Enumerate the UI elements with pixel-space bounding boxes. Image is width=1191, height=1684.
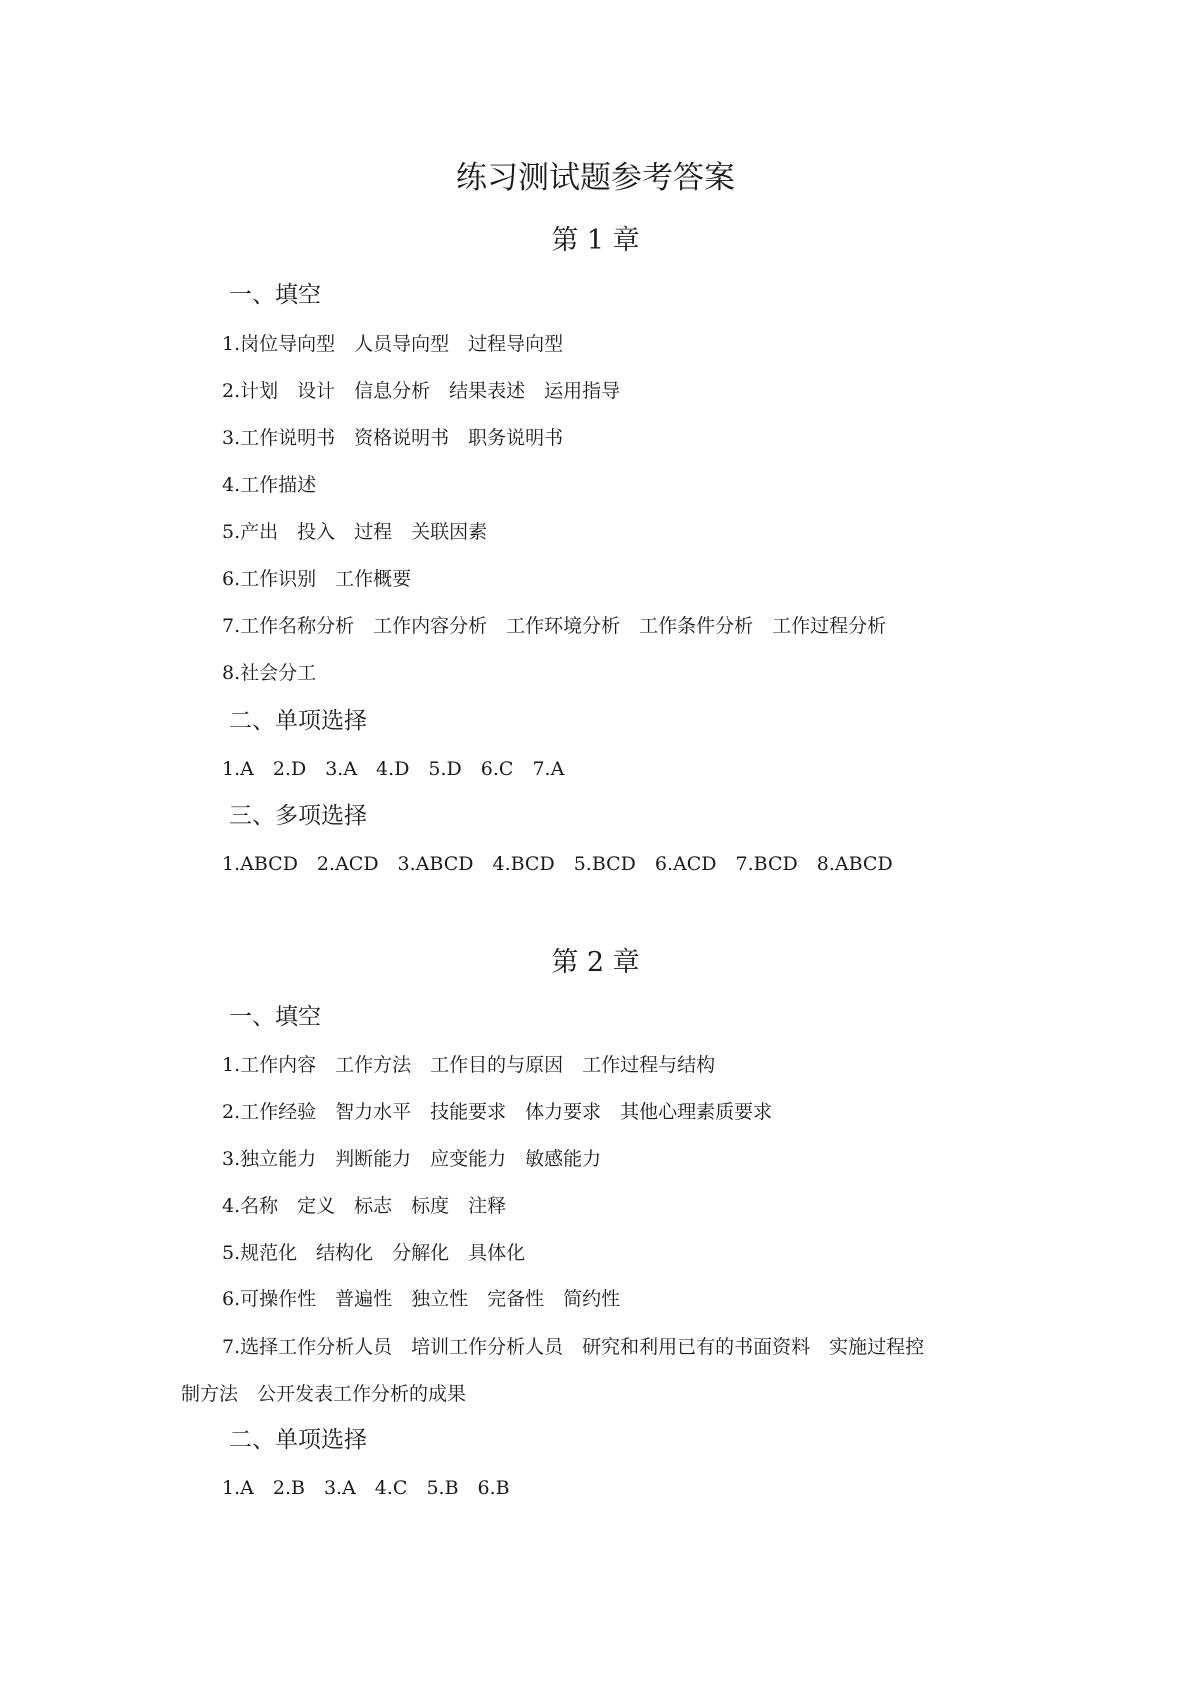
ch1-fill-item-1: 1.岗位导向型 人员导向型 过程导向型: [222, 333, 564, 355]
ch2-fill-item-6: 6.可操作性 普遍性 独立性 完备性 简约性: [222, 1288, 621, 1310]
ch1-fill-item-6: 6.工作识别 工作概要: [222, 568, 412, 590]
ch1-fill-item-8: 8.社会分工: [222, 662, 317, 684]
ch1-fill-item-2: 2.计划 设计 信息分析 结果表述 运用指导: [222, 380, 621, 402]
ch2-fill-item-5: 5.规范化 结构化 分解化 具体化: [222, 1242, 526, 1264]
ch1-fill-item-3: 3.工作说明书 资格说明书 职务说明书: [222, 427, 564, 449]
ch1-section-single-choice-heading: 二、单项选择: [229, 708, 367, 734]
ch2-fill-item-7-continued: 制方法 公开发表工作分析的成果: [181, 1383, 467, 1405]
ch2-fill-item-3: 3.独立能力 判断能力 应变能力 敏感能力: [222, 1148, 602, 1170]
ch2-section-fill-heading: 一、填空: [229, 1004, 321, 1030]
ch1-fill-item-7: 7.工作名称分析 工作内容分析 工作环境分析 工作条件分析 工作过程分析: [222, 615, 887, 637]
ch2-fill-item-1: 1.工作内容 工作方法 工作目的与原因 工作过程与结构: [222, 1054, 716, 1076]
ch1-fill-item-5: 5.产出 投入 过程 关联因素: [222, 521, 488, 543]
ch1-fill-item-4: 4.工作描述: [222, 474, 317, 496]
ch1-section-fill-heading: 一、填空: [229, 282, 321, 308]
page-title: 练习测试题参考答案: [456, 160, 735, 196]
ch1-single-choice-answers: 1.A 2.D 3.A 4.D 5.D 6.C 7.A: [222, 758, 565, 780]
ch1-multi-choice-answers: 1.ABCD 2.ACD 3.ABCD 4.BCD 5.BCD 6.ACD 7.BCD 8.ABCD: [222, 853, 893, 875]
ch2-section-single-choice-heading: 二、单项选择: [229, 1427, 367, 1453]
ch2-fill-item-4: 4.名称 定义 标志 标度 注释: [222, 1195, 507, 1217]
ch2-fill-item-2: 2.工作经验 智力水平 技能要求 体力要求 其他心理素质要求: [222, 1101, 773, 1123]
ch1-section-multi-choice-heading: 三、多项选择: [229, 803, 367, 829]
chapter-2-heading: 第 2 章: [551, 947, 640, 978]
ch2-fill-item-7: 7.选择工作分析人员 培训工作分析人员 研究和利用已有的书面资料 实施过程控: [222, 1336, 925, 1358]
chapter-1-heading: 第 1 章: [551, 225, 640, 256]
ch2-single-choice-answers: 1.A 2.B 3.A 4.C 5.B 6.B: [222, 1477, 510, 1499]
